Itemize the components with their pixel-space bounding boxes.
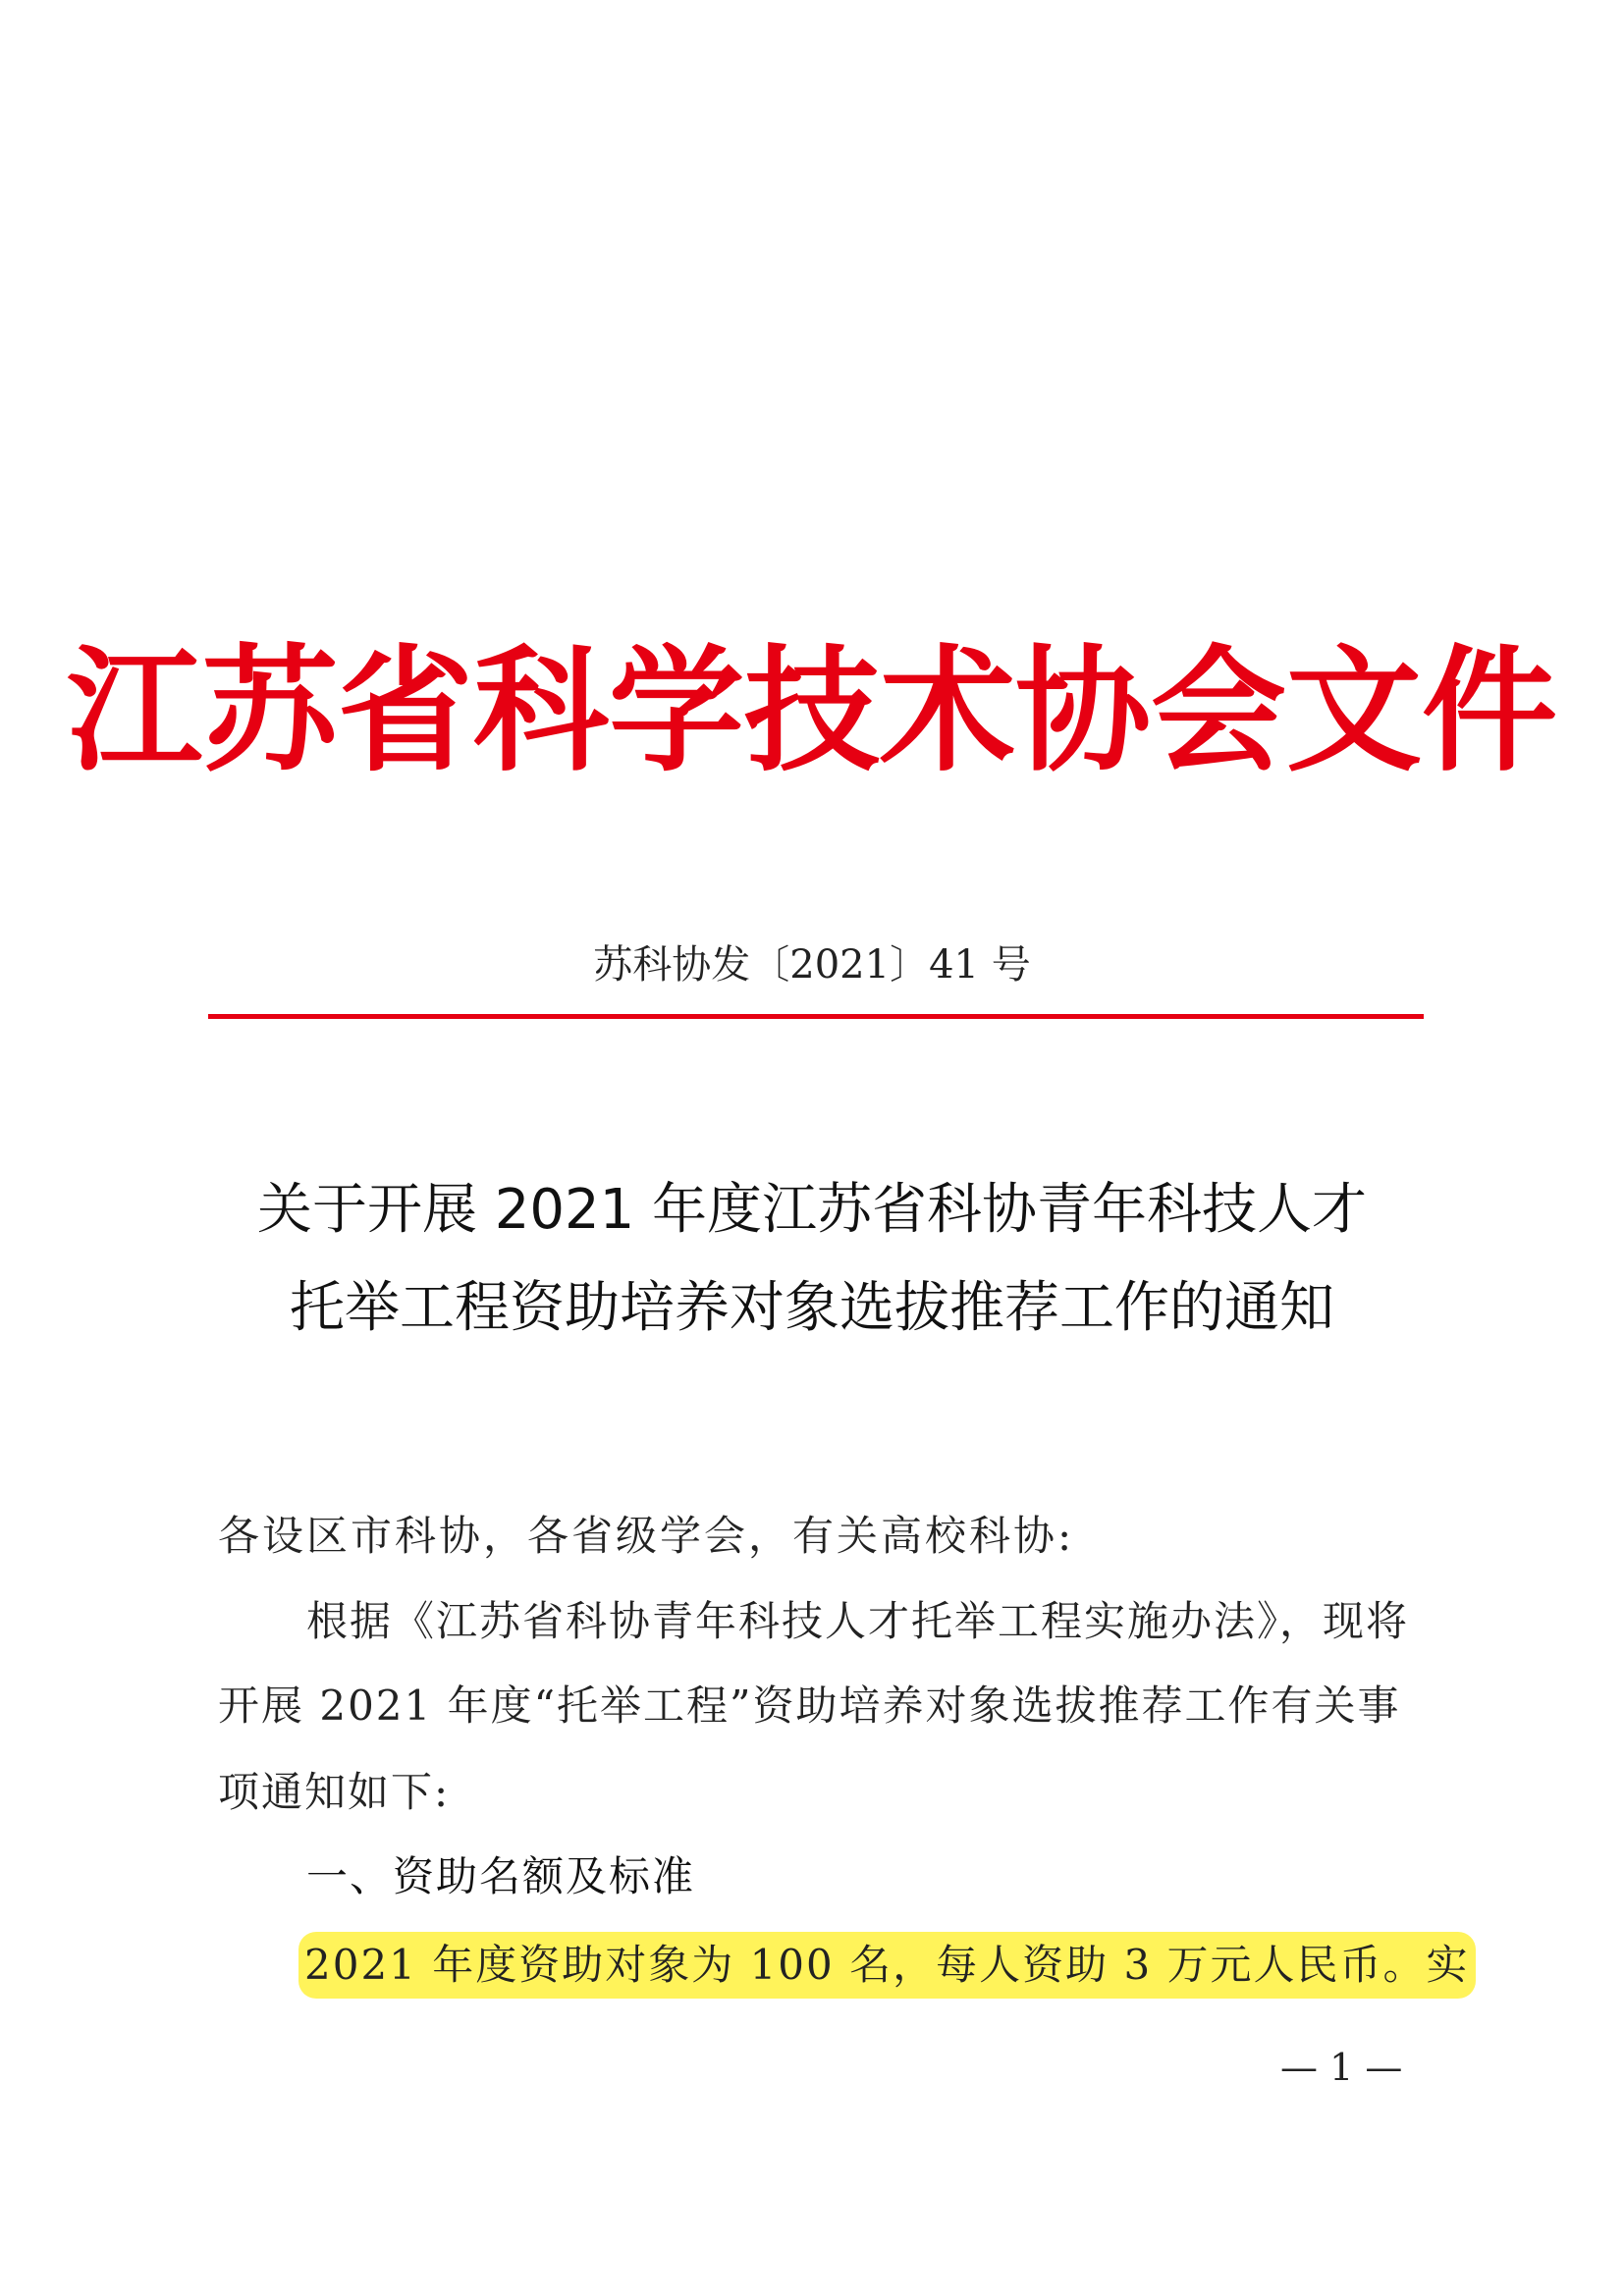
document-number: 苏科协发〔2021〕41 号	[593, 942, 1031, 988]
salutation: 各设区市科协，各省级学会，有关高校科协:	[218, 1512, 1075, 1560]
page-number: — 1 —	[1280, 2046, 1403, 2089]
red-divider-rule	[208, 1014, 1424, 1019]
notice-title-line-1: 关于开展 2021 年度江苏省科协青年科技人才	[256, 1178, 1368, 1242]
highlighted-paragraph-line: 2021 年度资助对象为 100 名，每人资助 3 万元人民币。实	[298, 1932, 1476, 1999]
masthead-title: 江苏省科学技术协会文件	[66, 632, 1557, 790]
paragraph-line: 开展 2021 年度“托举工程”资助培养对象选拔推荐工作有关事	[218, 1682, 1401, 1730]
paragraph-line: 项通知如下:	[218, 1768, 451, 1816]
section-heading: 一、资助名额及标准	[306, 1852, 696, 1900]
paragraph-line: 根据《江苏省科协青年科技人才托举工程实施办法》，现将	[306, 1597, 1410, 1645]
notice-title-line-2: 托举工程资助培养对象选拔推荐工作的通知	[290, 1276, 1334, 1340]
